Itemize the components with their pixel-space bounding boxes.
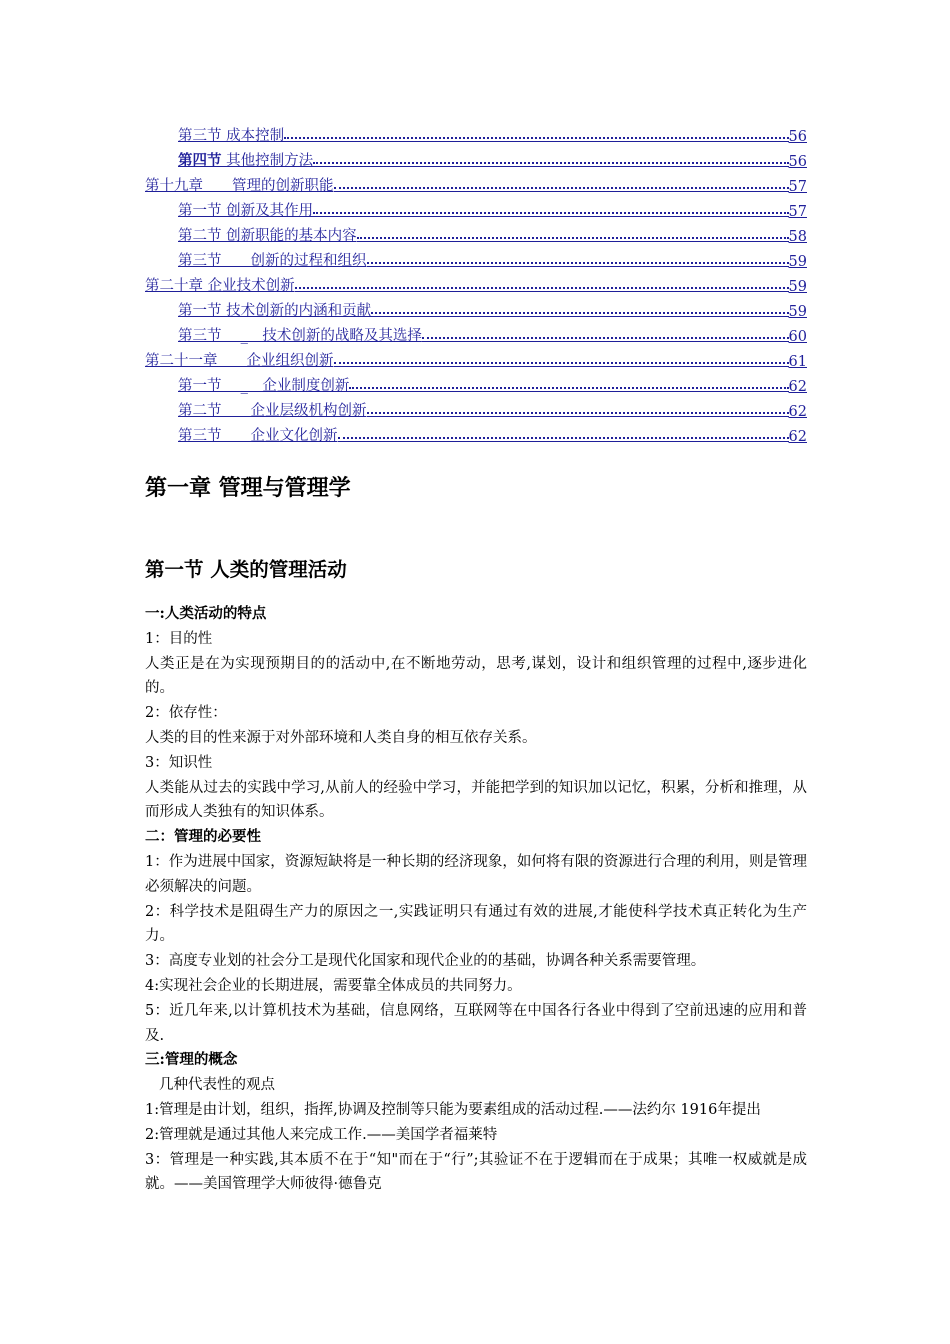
toc-leader-dots (367, 395, 789, 420)
document-page (145, 120, 807, 1197)
paragraph: 3：管理是一种实践,其本质不在于“知"而在于“行”;其验证不在于逻辑而在于成果；其唯一权威就是成就。——美国管理学大师彼得·德鲁克 (145, 1151, 807, 1193)
toc-entry-title (145, 349, 334, 370)
toc-entry-page: 57 (788, 204, 807, 220)
toc-entry-title-text: 第二节 创新职能的基本内容 (178, 228, 357, 244)
toc-entry-page: 59 (788, 254, 807, 270)
paragraph: 2:管理就是通过其他人来完成工作.——美国学者福莱特 (145, 1126, 498, 1143)
toc-entry[interactable] (145, 145, 807, 170)
toc-entry-title (178, 324, 422, 345)
toc-entry-title (178, 124, 284, 145)
paragraph: 2：依存性： (145, 705, 227, 722)
paragraph: 人类的目的性来源于对外部环境和人类自身的相互依存关系。 (145, 729, 537, 746)
toc-entry-page: 62 (788, 404, 807, 420)
toc-entry-title-text: 第三节 _ 技术创新的战略及其选择 (178, 328, 422, 344)
toc-entry-title-bold: 第四节 (178, 152, 222, 169)
toc-entry-title-text: 第三节 企业文化创新 (178, 428, 338, 444)
toc-entry[interactable] (145, 220, 807, 245)
toc-leader-dots (357, 220, 789, 245)
body-text (145, 602, 807, 1197)
toc-entry-title (178, 149, 313, 170)
toc-entry-page: 59 (788, 279, 807, 295)
toc-leader-dots (422, 320, 789, 345)
toc-leader-dots (313, 145, 788, 170)
toc-entry-title (178, 249, 367, 270)
toc-leader-dots (371, 295, 788, 320)
toc-entry[interactable] (145, 245, 807, 270)
chapter-title: 第一章 管理与管理学 (145, 476, 351, 501)
toc-entry[interactable] (145, 370, 807, 395)
paragraph: 人类正是在为实现预期目的的活动中,在不断地劳动，思考,谋划，设计和组织管理的过程中,逐步进化的。 (145, 655, 807, 697)
toc-entry-title-text: 第二十一章 企业组织创新 (145, 353, 334, 369)
toc-entry-title (145, 174, 334, 195)
paragraph: 人类能从过去的实践中学习,从前人的经验中学习，并能把学到的知识加以记忆，积累，分析和推理，从而形成人类独有的知识体系。 (145, 779, 807, 821)
toc-entry-title-text: 第二节 企业层级机构创新 (178, 403, 367, 419)
toc-entry-title-text: 第十九章 管理的创新职能 (145, 178, 334, 194)
subheading: 三:管理的概念 (145, 1051, 238, 1069)
toc-entry-page: 57 (788, 179, 807, 195)
toc-entry-title-text: 第一节 创新及其作用 (178, 203, 314, 219)
toc-leader-dots (284, 120, 788, 145)
toc-leader-dots (338, 420, 789, 445)
toc-entry[interactable] (145, 420, 807, 445)
paragraph: 1：目的性 (145, 630, 213, 647)
paragraph: 4:实现社会企业的长期进展，需要靠全体成员的共同努力。 (145, 977, 522, 994)
toc-entry-title (145, 274, 295, 295)
toc-entry-page: 56 (788, 154, 807, 170)
toc-entry-title-text: 其他控制方法 (221, 153, 314, 169)
toc-leader-dots (334, 170, 789, 195)
toc-entry-page: 61 (788, 354, 807, 370)
toc-entry-title (178, 399, 367, 420)
toc-entry-title (178, 374, 349, 395)
toc-entry-title (178, 424, 338, 445)
toc-leader-dots (313, 195, 788, 220)
paragraph: 3：高度专业划的社会分工是现代化国家和现代企业的的基础，协调各种关系需要管理。 (145, 953, 706, 970)
toc-leader-dots (367, 245, 789, 270)
subheading: 二：管理的必要性 (145, 828, 261, 846)
toc-entry-page: 62 (788, 379, 807, 395)
toc-entry-page: 60 (788, 329, 807, 345)
toc-entry[interactable] (145, 345, 807, 370)
toc-entry[interactable] (145, 120, 807, 145)
paragraph: 5：近几年来,以计算机技术为基础，信息网络，互联网等在中国各行各业中得到了空前迅速的应用和普及. (145, 1002, 807, 1044)
toc-entry-page: 58 (788, 229, 807, 245)
toc-entry-title (178, 199, 313, 220)
toc-entry-title-text: 第三节 成本控制 (178, 128, 285, 144)
toc-entry-page: 56 (788, 129, 807, 145)
toc-leader-dots (349, 370, 788, 395)
table-of-contents (145, 120, 807, 445)
paragraph: 2：科学技术是阻碍生产力的原因之一,实践证明只有通过有效的进展,才能使科学技术真正转化为生产力。 (145, 903, 807, 945)
toc-leader-dots (334, 345, 789, 370)
toc-entry-title-text: 第一节 _ 企业制度创新 (178, 378, 350, 394)
toc-entry-title (178, 224, 357, 245)
paragraph: 3：知识性 (145, 754, 213, 771)
toc-entry[interactable] (145, 170, 807, 195)
paragraph: 几种代表性的观点 (159, 1077, 275, 1094)
toc-entry[interactable] (145, 295, 807, 320)
toc-entry-page: 59 (788, 304, 807, 320)
toc-entry[interactable] (145, 320, 807, 345)
toc-entry[interactable] (145, 395, 807, 420)
toc-entry[interactable] (145, 270, 807, 295)
paragraph: 1：作为进展中国家，资源短缺将是一种长期的经济现象，如何将有限的资源进行合理的利用，则是管理必须解决的问题。 (145, 853, 807, 895)
toc-entry-title-text: 第三节 创新的过程和组织 (178, 253, 367, 269)
toc-entry-page: 62 (788, 429, 807, 445)
toc-entry[interactable] (145, 195, 807, 220)
toc-entry-title-text: 第一节 技术创新的内涵和贡献 (178, 303, 372, 319)
paragraph: 1:管理是由计划，组织，指挥,协调及控制等只能为要素组成的活动过程.——法约尔 1916年提出 (145, 1101, 761, 1118)
toc-leader-dots (295, 270, 789, 295)
toc-entry-title-text: 第二十章 企业技术创新 (145, 278, 295, 294)
toc-entry-title (178, 299, 371, 320)
subheading: 一:人类活动的特点 (145, 605, 267, 622)
section-title: 第一节 人类的管理活动 (145, 558, 347, 581)
